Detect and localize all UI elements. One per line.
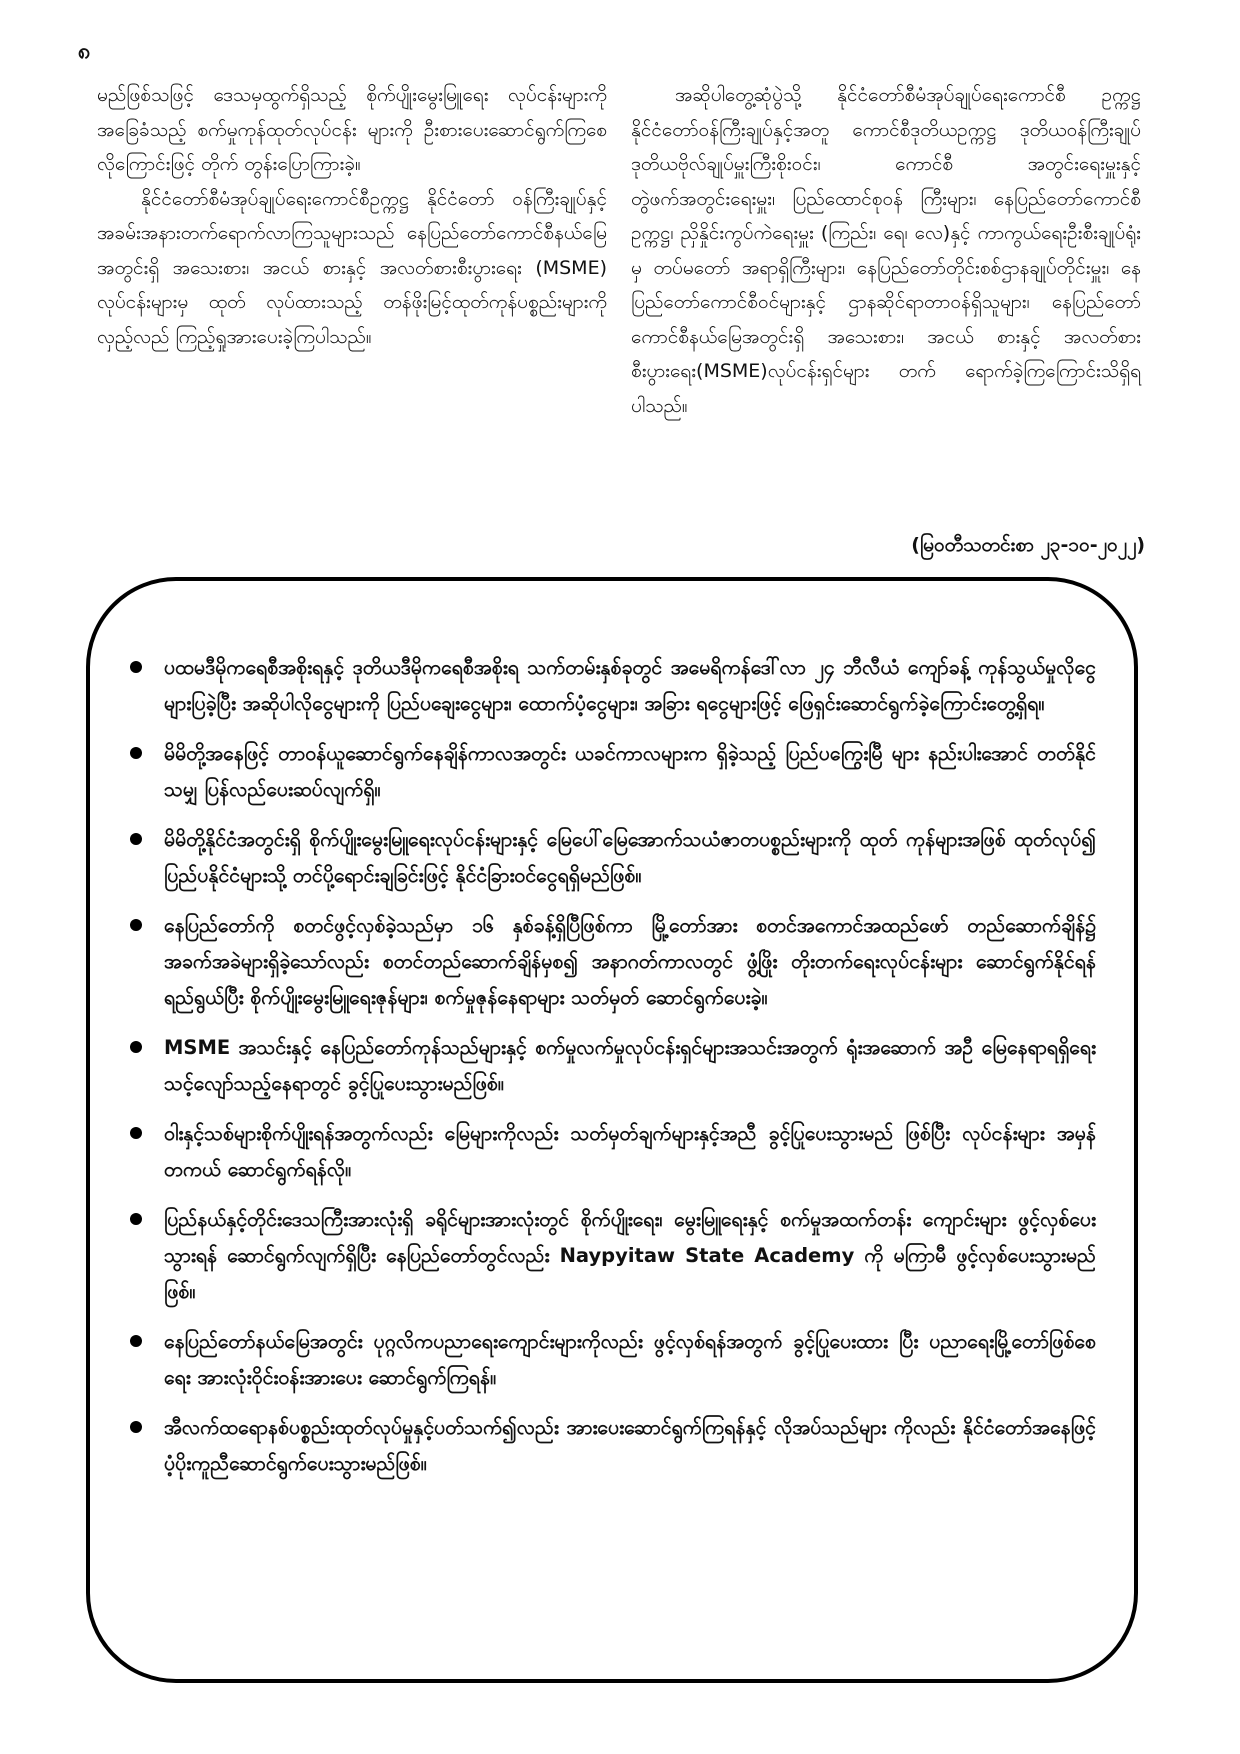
- left-paragraph-2: နိုင်ငံတော်စီမံအုပ်ချုပ်ရေးကောင်စီဥက္ကဋ္ဌ နိုင်ငံတော် ဝန်ကြီးချုပ်နှင့် အခမ်းအနားတက်ရောက်လာကြသူများသည် နေပြည်တော်ကောင်စီနယ်မြေအတွင်းရှိ အသေးစား၊ အငယ် စားနှင့် အလတ်စားစီးပွားရေး (MSME) လုပ်ငန်းများမှ ထုတ် လုပ်ထားသည့် တန်ဖိုးမြင့်ထုတ်ကုန်ပစ္စည်းများကို လှည့်လည် ကြည့်ရှုအားပေးခဲ့ကြပါသည်။: [97, 187, 607, 348]
- list-item: [130, 908, 1096, 1016]
- right-column: [631, 78, 1141, 423]
- list-item: [130, 650, 1096, 722]
- bullet-list: [130, 650, 1096, 1496]
- left-column: [97, 78, 607, 354]
- bullet-icon: [130, 833, 142, 845]
- bullet-text: ပထမဒီမိုကရေစီအစိုးရနှင့် ဒုတိယဒီမိုကရေစီအစိုးရ သက်တမ်းနှစ်ခုတွင် အမေရိကန်ဒေါ်လာ ၂၄ ဘီလီယံ ကျော်ခန့် ကုန်သွယ်မှုလိုငွေများပြခဲ့ပြီး အဆိုပါလိုငွေများကို ပြည်ပချေးငွေများ၊ ထောက်ပံ့ငွေများ၊ အခြား ရငွေများဖြင့် ဖြေရှင်းဆောင်ရွက်ခဲ့ကြောင်းတွေ့ရှိရ။: [164, 656, 1096, 715]
- bullet-icon: [130, 1421, 142, 1433]
- right-paragraph-1: အဆိုပါတွေ့ဆုံပွဲသို့ နိုင်ငံတော်စီမံအုပ်ချုပ်ရေးကောင်စီ ဥက္ကဋ္ဌ နိုင်ငံတော်ဝန်ကြီးချုပ်နှင့်အတူ ကောင်စီဒုတိယဥက္ကဋ္ဌ ဒုတိယဝန်ကြီးချုပ် ဒုတိယဗိုလ်ချုပ်မှူးကြီးစိုးဝင်း၊ ကောင်စီ အတွင်းရေးမှူးနှင့် တွဲဖက်အတွင်းရေးမှူး၊ ပြည်ထောင်စုဝန် ကြီးများ၊ နေပြည်တော်ကောင်စီဥက္ကဋ္ဌ၊ ညှိနှိုင်းကွပ်ကဲရေးမှူး (ကြည်း၊ ရေ၊ လေ)နှင့် ကာကွယ်ရေးဦးစီးချုပ်ရုံးမှ တပ်မတော် အရာရှိကြီးများ၊ နေပြည်တော်တိုင်းစစ်ဌာနချုပ်တိုင်းမှူး၊ နေ ပြည်တော်ကောင်စီဝင်များနှင့် ဌာနဆိုင်ရာတာဝန်ရှိသူများ၊ နေပြည်တော်ကောင်စီနယ်မြေအတွင်းရှိ အသေးစား၊ အငယ် စားနှင့် အလတ်စား စီးပွားရေး(MSME)လုပ်ငန်းရှင်များ တက် ရောက်ခဲ့ကြကြောင်းသိရှိရပါသည်။: [631, 84, 1141, 417]
- bullet-text: မိမိတို့အနေဖြင့် တာဝန်ယူဆောင်ရွက်နေချိန်ကာလအတွင်း ယခင်ကာလများက ရှိခဲ့သည့် ပြည်ပကြွေးမြီ များ နည်းပါးအောင် တတ်နိုင်သမျှ ပြန်လည်ပေးဆပ်လျက်ရှိ။: [164, 742, 1096, 801]
- list-item: [130, 1030, 1096, 1102]
- bullet-text: ဝါးနှင့်သစ်များစိုက်ပျိုးရန်အတွက်လည်း မြေများကိုလည်း သတ်မှတ်ချက်များနှင့်အညီ ခွင့်ပြုပေးသွားမည် ဖြစ်ပြီး လုပ်ငန်းများ အမှန်တကယ် ဆောင်ရွက်ရန်လို။: [164, 1122, 1096, 1181]
- bullet-text: နေပြည်တော်ကို စတင်ဖွင့်လှစ်ခဲ့သည်မှာ ၁၆ နှစ်ခန့်ရှိပြီဖြစ်ကာ မြို့တော်အား စတင်အကောင်အထည်ဖော် တည်ဆောက်ချိန်၌ အခက်အခဲများရှိခဲ့သော်လည်း စတင်တည်ဆောက်ချိန်မှစ၍ အနာဂတ်ကာလတွင် ဖွံ့ဖြိုး တိုးတက်ရေးလုပ်ငန်းများ ဆောင်ရွက်နိုင်ရန်ရည်ရွယ်ပြီး စိုက်ပျိုးမွေးမြူရေးဇုန်များ၊ စက်မှုဇုန်နေရာများ သတ်မှတ် ဆောင်ရွက်ပေးခဲ့။: [164, 914, 1096, 1009]
- bullet-icon: [130, 1041, 142, 1053]
- list-item: [130, 1410, 1096, 1482]
- bullet-icon: [130, 919, 142, 931]
- bullet-icon: [130, 1127, 142, 1139]
- list-item: [130, 736, 1096, 808]
- page-number: ၈: [78, 39, 91, 64]
- bullet-icon: [130, 747, 142, 759]
- bullet-text: MSME အသင်းနှင့် နေပြည်တော်ကုန်သည်များနှင့် စက်မှုလက်မှုလုပ်ငန်းရှင်များအသင်းအတွက် ရုံးအဆောက် အဦ မြေနေရာရရှိရေး သင့်လျော်သည့်နေရာတွင် ခွင့်ပြုပေးသွားမည်ဖြစ်။: [164, 1036, 1096, 1095]
- bullet-icon: [130, 1335, 142, 1347]
- source-citation: (မြဝတီသတင်းစာ ၂၃-၁၀-၂၀၂၂): [911, 534, 1145, 556]
- list-item: [130, 822, 1096, 894]
- bullet-text: မိမိတို့နိုင်ငံအတွင်းရှိ စိုက်ပျိုးမွေးမြူရေးလုပ်ငန်းများနှင့် မြေပေါ်မြေအောက်သယံဇာတပစ္စည်းများကို ထုတ် ကုန်များအဖြစ် ထုတ်လုပ်၍ ပြည်ပနိုင်ငံများသို့ တင်ပို့ရောင်းချခြင်းဖြင့် နိုင်ငံခြားဝင်ငွေရရှိမည်ဖြစ်။: [164, 828, 1096, 887]
- bullet-text: ပြည်နယ်နှင့်တိုင်းဒေသကြီးအားလုံးရှိ ခရိုင်များအားလုံးတွင် စိုက်ပျိုးရေး၊ မွေးမြူရေးနှင့် စက်မှုအထက်တန်း ကျောင်းများ ဖွင့်လှစ်ပေးသွားရန် ဆောင်ရွက်လျက်ရှိပြီး နေပြည်တော်တွင်လည်း Naypyitaw State Academy ကို မကြာမီ ဖွင့်လှစ်ပေးသွားမည်ဖြစ်။: [164, 1208, 1096, 1303]
- bullet-icon: [130, 1213, 142, 1225]
- list-item: [130, 1202, 1096, 1310]
- list-item: [130, 1116, 1096, 1188]
- bullet-text: အီလက်ထရောနစ်ပစ္စည်းထုတ်လုပ်မှုနှင့်ပတ်သက်၍လည်း အားပေးဆောင်ရွက်ကြရန်နှင့် လိုအပ်သည်များ ကိုလည်း နိုင်ငံတော်အနေဖြင့် ပံ့ပိုးကူညီဆောင်ရွက်ပေးသွားမည်ဖြစ်။: [164, 1416, 1096, 1475]
- list-item: [130, 1324, 1096, 1396]
- bullet-text: နေပြည်တော်နယ်မြေအတွင်း ပုဂ္ဂလိကပညာရေးကျောင်းများကိုလည်း ဖွင့်လှစ်ရန်အတွက် ခွင့်ပြုပေးထား ပြီး ပညာရေးမြို့တော်ဖြစ်စေရေး အားလုံးဝိုင်းဝန်းအားပေး ဆောင်ရွက်ကြရန်။: [164, 1330, 1096, 1389]
- left-paragraph-1: မည်ဖြစ်သဖြင့် ဒေသမှထွက်ရှိသည့် စိုက်ပျိုးမွေးမြူရေး လုပ်ငန်းများကို အခြေခံသည့် စက်မှုကုန်ထုတ်လုပ်ငန်း များကို ဦးစားပေးဆောင်ရွက်ကြစေလိုကြောင်းဖြင့် တိုက် တွန်းပြောကြားခဲ့။: [97, 84, 607, 175]
- bullet-icon: [130, 661, 142, 673]
